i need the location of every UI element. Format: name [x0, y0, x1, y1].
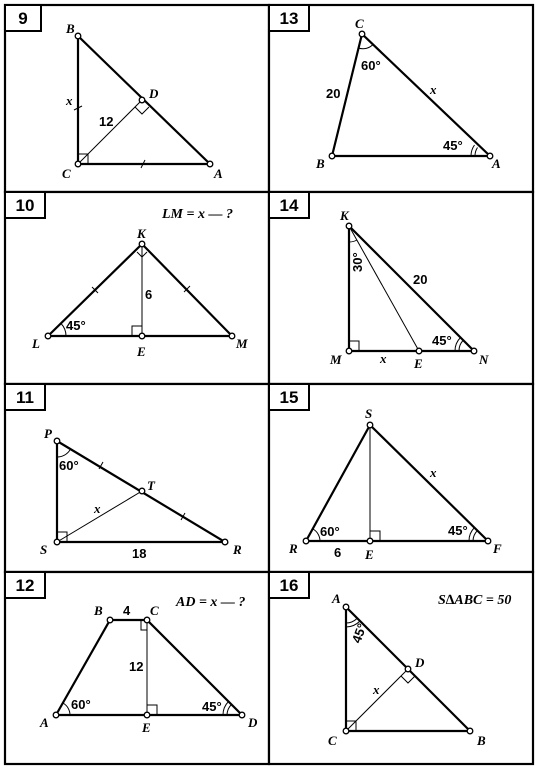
point-s	[367, 422, 373, 428]
label-12: 12	[99, 114, 114, 129]
label-s: S	[40, 542, 48, 557]
label-r: R	[233, 542, 242, 557]
label-45: 45°	[443, 138, 463, 153]
label-a: A	[492, 156, 501, 171]
point-n	[471, 348, 477, 354]
point-d	[139, 97, 145, 103]
point-f	[485, 538, 491, 544]
label-r: R	[289, 541, 298, 556]
label-60: 60°	[59, 458, 79, 473]
point-t	[139, 488, 145, 494]
problem-14-frame	[269, 192, 533, 384]
label-6: 6	[334, 545, 342, 560]
problem-15	[269, 384, 533, 572]
label-b: B	[316, 156, 325, 171]
label-60: 60°	[361, 58, 381, 73]
label-d: D	[149, 86, 159, 101]
problem-13-number: 13	[279, 9, 299, 28]
label-45: 45°	[66, 318, 86, 333]
problem-16	[269, 572, 533, 764]
point-c	[359, 31, 365, 37]
problem-16-number: 16	[279, 576, 299, 595]
label-20: 20	[326, 86, 341, 101]
point-d	[239, 712, 245, 718]
label-x: x	[66, 93, 73, 108]
label-b: B	[66, 21, 75, 36]
label-a: A	[332, 591, 341, 606]
point-r	[303, 538, 309, 544]
label-d: D	[248, 715, 258, 730]
problem-10-number: 10	[15, 196, 35, 215]
problem-9-number: 9	[18, 9, 28, 28]
label-m: M	[330, 352, 342, 367]
label-s: S	[365, 406, 373, 421]
label-b: B	[477, 733, 486, 748]
point-l	[45, 333, 51, 339]
problem-15-number: 15	[279, 388, 299, 407]
problem-14	[269, 192, 533, 384]
label-x: x	[94, 501, 101, 516]
problem-16-task: S∆ABC = 50	[438, 593, 512, 608]
point-a	[343, 604, 349, 610]
label-30: 30°	[350, 252, 365, 272]
problem-12	[5, 572, 269, 764]
problem-13	[269, 5, 533, 192]
point-e	[416, 348, 422, 354]
point-b	[329, 153, 335, 159]
label-p: P	[44, 426, 52, 441]
label-20: 20	[413, 272, 428, 287]
point-d	[405, 666, 411, 672]
problem-9	[5, 5, 269, 192]
problem-12-task: AD = x — ?	[176, 595, 246, 610]
problem-10-task: LM = x — ?	[162, 207, 233, 222]
point-a	[53, 712, 59, 718]
label-60: 60°	[320, 524, 340, 539]
label-x: x	[430, 465, 437, 480]
problem-14-number: 14	[279, 196, 299, 215]
label-45: 45°	[202, 699, 222, 714]
label-45: 45°	[448, 523, 468, 538]
label-k: K	[340, 208, 349, 223]
label-e: E	[137, 344, 146, 359]
label-c: C	[150, 603, 159, 618]
point-a	[207, 161, 213, 167]
label-k: K	[137, 226, 146, 241]
label-t: T	[147, 478, 155, 493]
point-b	[75, 33, 81, 39]
label-f: F	[493, 541, 502, 556]
problem-10	[5, 192, 269, 384]
point-m	[229, 333, 235, 339]
label-c: C	[328, 733, 337, 748]
label-45: 45°	[432, 333, 452, 348]
point-r	[222, 539, 228, 545]
label-60: 60°	[71, 697, 91, 712]
point-c	[343, 728, 349, 734]
point-k	[139, 241, 145, 247]
label-45: 45°	[348, 621, 370, 646]
label-e: E	[414, 356, 423, 371]
label-18: 18	[132, 546, 147, 561]
label-m: M	[236, 336, 248, 351]
point-p	[54, 438, 60, 444]
problem-11-number: 11	[16, 388, 34, 407]
point-e	[144, 712, 150, 718]
label-n: N	[479, 352, 489, 367]
label-c: C	[355, 16, 364, 31]
label-x: x	[380, 351, 387, 366]
problem-11	[5, 384, 269, 572]
label-x: x	[373, 682, 380, 697]
label-e: E	[142, 720, 151, 735]
label-l: L	[32, 336, 40, 351]
label-6: 6	[145, 287, 153, 302]
label-12: 12	[129, 659, 144, 674]
label-b: B	[94, 603, 103, 618]
point-k	[346, 223, 352, 229]
label-a: A	[40, 715, 49, 730]
point-b	[107, 617, 113, 623]
label-c: C	[62, 166, 71, 181]
point-e	[367, 538, 373, 544]
point-c	[144, 617, 150, 623]
point-s	[54, 539, 60, 545]
point-b	[467, 728, 473, 734]
label-4: 4	[123, 603, 131, 618]
label-e: E	[365, 547, 374, 562]
point-c	[75, 161, 81, 167]
problem-12-number: 12	[15, 576, 35, 595]
label-d: D	[415, 655, 425, 670]
label-a: A	[214, 166, 223, 181]
point-m	[346, 348, 352, 354]
point-e	[139, 333, 145, 339]
label-x: x	[430, 82, 437, 97]
